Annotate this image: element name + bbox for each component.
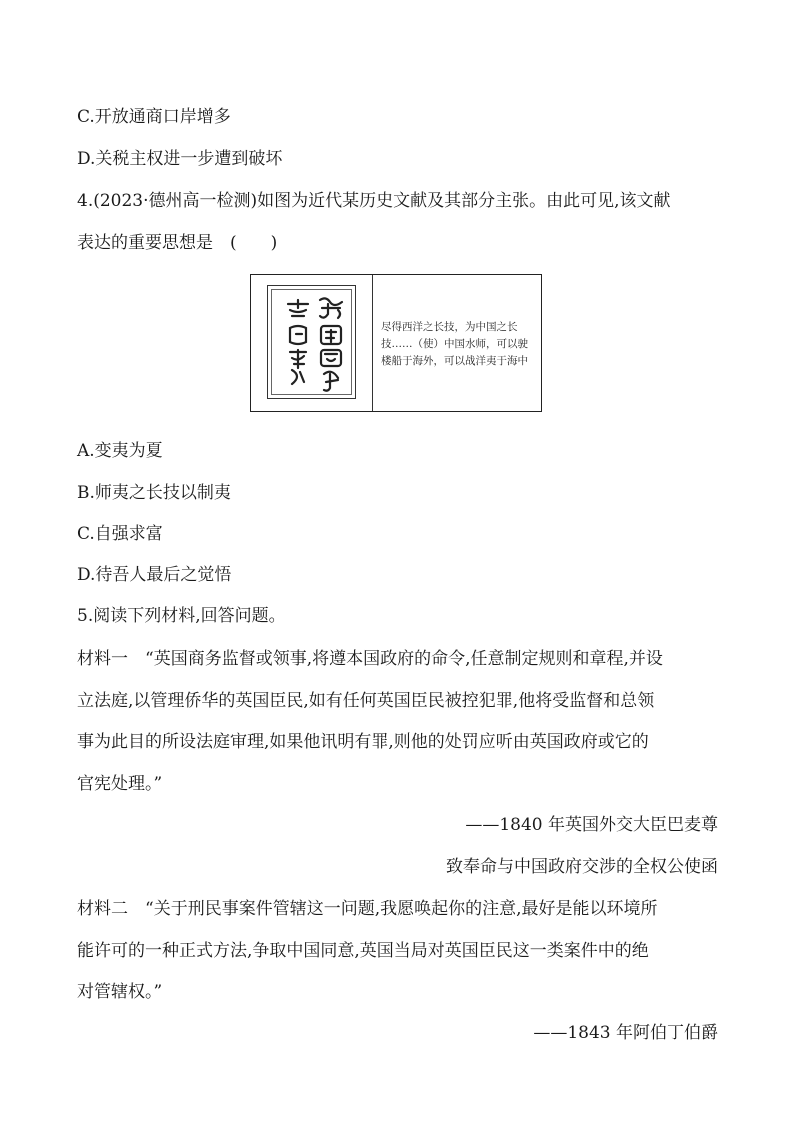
q4-option-b: B.师夷之长技以制夷 [77,483,231,503]
q3-option-c: C.开放通商口岸增多 [77,107,231,127]
q4-option-d: D.待吾人最后之觉悟 [77,565,232,585]
material2-line3: 对管辖权。” [77,982,163,1002]
q4-stem-line1: 4.(2023·德州高一检测)如图为近代某历史文献及其部分主张。由此可见,该文献 [77,191,671,211]
q3-option-d: D.关税主权进一步遭到破坏 [77,149,283,169]
material2-source: ——1843 年阿伯丁伯爵 [533,1023,718,1043]
quote-text: 尽得西洋之长技，为中国之长技……（使）中国水师，可以驶楼船于海外，可以战洋夷于海中 [381,321,528,367]
material1-line3: 事为此目的所设法庭审理,如果他讯明有罪,则他的处罚应听由英国政府或它的 [77,732,649,752]
book-cover-image [267,285,356,399]
q4-option-a: A.变夷为夏 [77,441,163,461]
material2-line1: 材料二 “关于刑民事案件管辖这一问题,我愿唤起你的注意,最好是能以环境所 [77,899,658,919]
material1-source-line1: ——1840 年英国外交大臣巴麦尊 [465,815,718,835]
book-cover-panel [251,275,373,411]
q4-stem-line2: 表达的重要思想是 ( ) [77,233,278,253]
material2-line2: 能许可的一种正式方法,争取中国同意,英国当局对英国臣民这一类案件中的绝 [77,941,649,961]
seal-script-title-graphic [272,290,353,396]
q4-option-c: C.自强求富 [77,524,163,544]
material1-line2: 立法庭,以管理侨华的英国臣民,如有任何英国臣民被控犯罪,他将受监督和总领 [77,691,655,711]
q5-stem: 5.阅读下列材料,回答问题。 [77,606,286,626]
material1-source-line2: 致奉命与中国政府交涉的全权公使函 [446,857,718,877]
material1-line4: 官宪处理。” [77,774,163,794]
material1-line1: 材料一 “英国商务监督或领事,将遵本国政府的命令,任意制定规则和章程,并设 [77,649,663,669]
historical-document-figure [250,274,542,412]
